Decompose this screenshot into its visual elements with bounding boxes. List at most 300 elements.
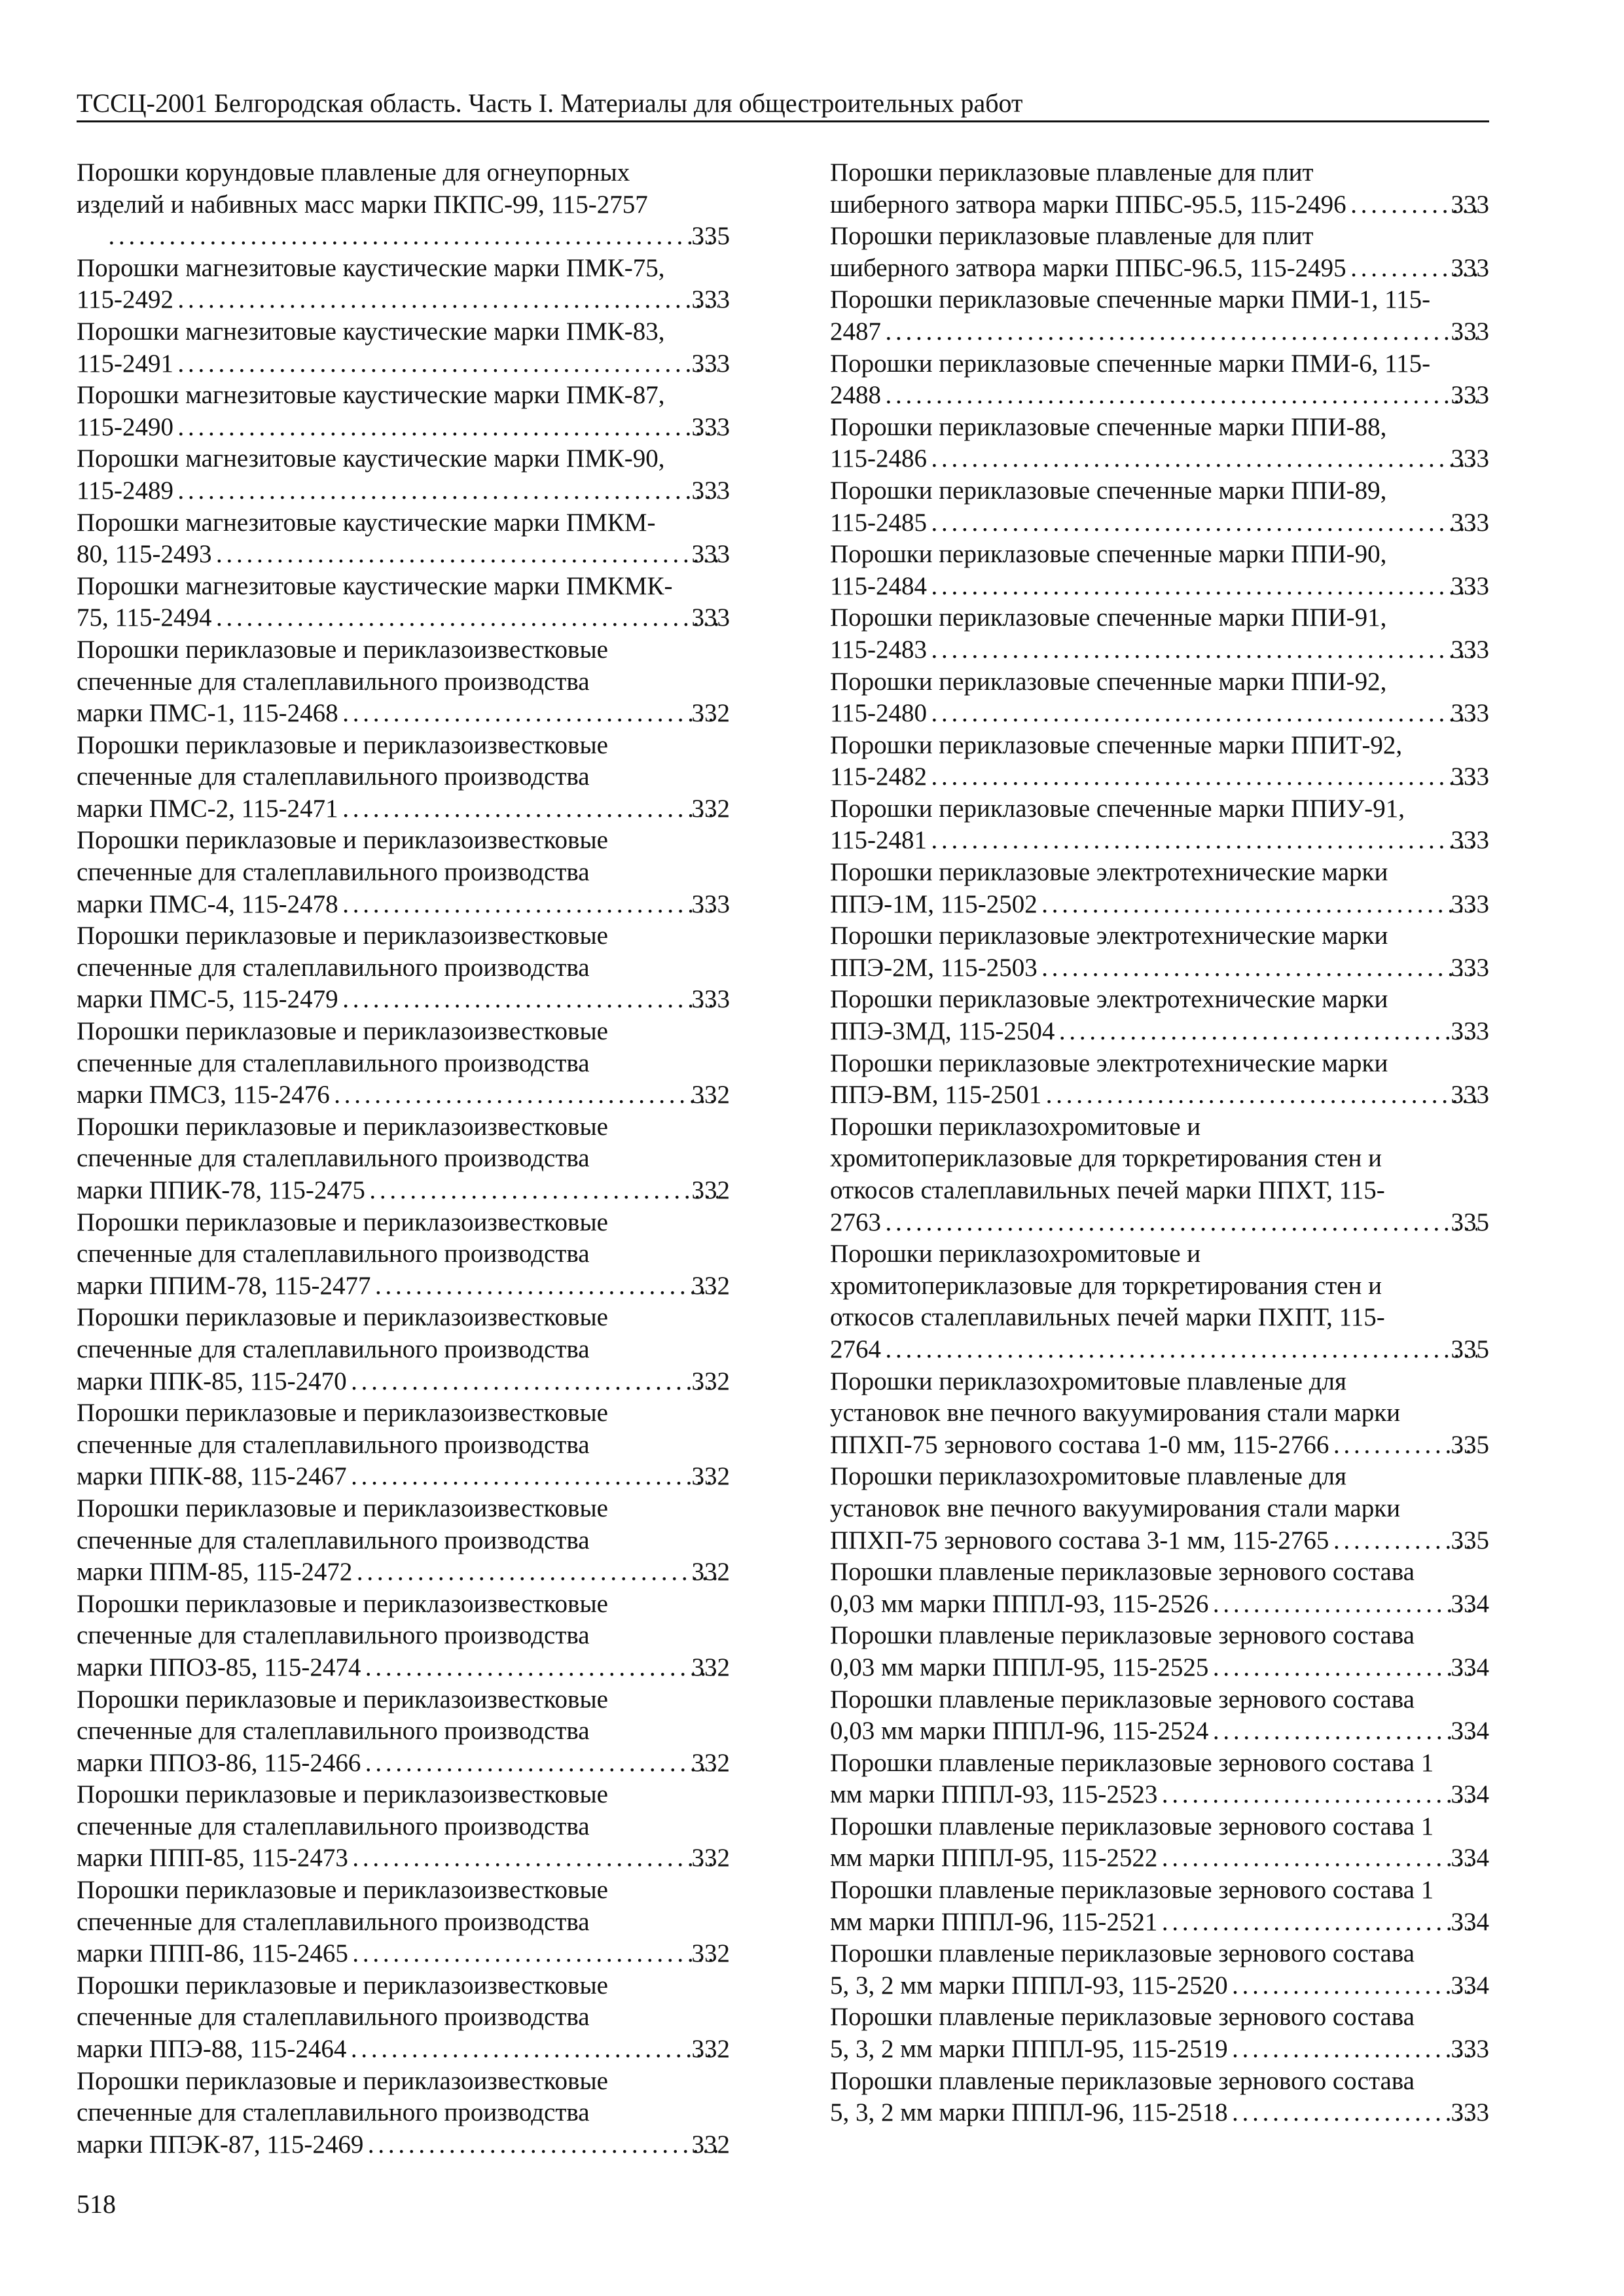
index-entry-code: марки ППК-88, 115-2467 xyxy=(77,1462,347,1491)
dot-leader xyxy=(928,443,1477,475)
index-entry-code: марки ППОЗ-85, 115-2474 xyxy=(77,1653,361,1681)
page-number: 518 xyxy=(77,2189,116,2219)
index-entry xyxy=(830,857,1489,920)
index-entry-reference-line xyxy=(830,507,1489,539)
index-entry-reference-line xyxy=(830,2034,1489,2066)
index-entry-page: 332 xyxy=(691,1748,730,1777)
index-entry-code: ППЭ-ВМ, 115-2501 xyxy=(830,1081,1042,1109)
index-entry xyxy=(830,1748,1489,1811)
index-entry xyxy=(830,1684,1489,1748)
index-entry-reference-line xyxy=(830,952,1489,984)
index-entry-line: установок вне печного вакуумирования стали марки xyxy=(830,1494,1401,1522)
index-entry-code: 2487 xyxy=(830,317,881,346)
index-entry-page: 333 xyxy=(1451,444,1489,473)
index-entry-line: Порошки периклазовые и периклазоизвестковые xyxy=(77,1112,608,1141)
running-header: ТССЦ-2001 Белгородская область. Часть I. Материалы для общестроительных работ xyxy=(77,88,1023,118)
index-entry-reference-line xyxy=(830,1429,1489,1462)
index-entry-line: спеченные для сталеплавильного производства xyxy=(77,667,590,696)
index-entry-line: Порошки периклазовые спеченные марки ППИ-88, xyxy=(830,412,1387,441)
index-entry xyxy=(77,1016,730,1111)
index-entry-page: 332 xyxy=(691,1176,730,1204)
dot-leader xyxy=(1229,1970,1477,2002)
index-entry-line: хромитопериклазовые для торкретирования стен и xyxy=(830,1144,1382,1173)
dot-leader xyxy=(1039,952,1477,984)
index-entry-code: ППЭ-2М, 115-2503 xyxy=(830,953,1038,982)
index-entry-page: 332 xyxy=(691,2035,730,2064)
index-entry-page: 334 xyxy=(1451,1589,1489,1618)
index-entry xyxy=(77,253,730,316)
index-entry-page: 333 xyxy=(691,603,730,632)
dot-leader xyxy=(928,507,1477,539)
index-entry xyxy=(77,730,730,825)
index-entry-reference-line xyxy=(830,1207,1489,1239)
index-entry-reference-line xyxy=(77,2129,730,2161)
dot-leader xyxy=(928,698,1477,730)
dot-leader xyxy=(928,825,1477,857)
index-entry xyxy=(830,221,1489,284)
dot-leader xyxy=(348,1366,718,1398)
index-entry-line: Порошки периклазовые электротехнические марки xyxy=(830,1049,1388,1077)
index-entry-line: Порошки периклазовые и периклазоизвестковые xyxy=(77,1494,608,1522)
index-entry-line: Порошки периклазовые и периклазоизвестковые xyxy=(77,1589,608,1618)
index-entry-reference-line xyxy=(77,1938,730,1970)
index-entry-code: 2488 xyxy=(830,381,881,410)
index-entry-line: спеченные для сталеплавильного производства xyxy=(77,953,590,982)
index-entry-code: 115-2481 xyxy=(830,826,928,855)
index-entry-page: 333 xyxy=(1451,1017,1489,1046)
index-entry xyxy=(77,1302,730,1397)
index-entry xyxy=(830,1620,1489,1683)
index-entry-code: марки ППИМ-78, 115-2477 xyxy=(77,1271,371,1300)
index-entry-line: Порошки периклазовые спеченные марки ППИТ-92, xyxy=(830,730,1403,759)
index-entry-code: 115-2484 xyxy=(830,571,928,600)
index-entry-reference-line xyxy=(77,1842,730,1874)
index-entry xyxy=(77,2066,730,2161)
dot-leader xyxy=(928,761,1477,793)
index-entry-code: марки ППЭ-88, 115-2464 xyxy=(77,2035,347,2064)
index-entry-code: марки ППП-85, 115-2473 xyxy=(77,1844,348,1873)
index-entry-line: откосов сталеплавильных печей марки ППХТ, 115- xyxy=(830,1176,1385,1204)
dot-leader xyxy=(353,1556,717,1588)
index-entry-line: Порошки периклазовые спеченные марки ППИ-89, xyxy=(830,476,1387,505)
index-entry-page: 332 xyxy=(691,1271,730,1300)
index-entry-code: марки ПМС-2, 115-2471 xyxy=(77,794,338,823)
index-entry-reference-line xyxy=(830,1079,1489,1111)
index-entry-reference-line xyxy=(830,2097,1489,2129)
index-entry-page: 332 xyxy=(691,1081,730,1109)
index-entry-code: 115-2482 xyxy=(830,762,928,791)
index-entry-page: 333 xyxy=(1451,317,1489,346)
index-entry xyxy=(830,348,1489,412)
index-entry-line: спеченные для сталеплавильного производства xyxy=(77,858,590,887)
index-entry-line: Порошки магнезитовые каустические марки ПМК-83, xyxy=(77,317,665,346)
dot-leader xyxy=(340,889,718,921)
index-entry-line: Порошки периклазовые спеченные марки ПМИ-1, 115- xyxy=(830,285,1431,314)
index-entry-page: 334 xyxy=(1451,1971,1489,2000)
dot-leader xyxy=(1159,1779,1477,1811)
dot-leader xyxy=(882,380,1477,412)
index-entry-reference-line xyxy=(77,1366,730,1398)
index-entry-reference-line xyxy=(830,380,1489,412)
index-entry-code: шиберного затвора марки ППБС-95.5, 115-2496 xyxy=(830,190,1346,219)
index-entry-page: 332 xyxy=(691,1939,730,1968)
index-entry-code: марки ППК-85, 115-2470 xyxy=(77,1367,347,1395)
index-entry xyxy=(77,380,730,443)
index-entry xyxy=(830,475,1489,539)
index-entry-line: Порошки магнезитовые каустические марки ПМК-87, xyxy=(77,381,665,410)
index-entry xyxy=(830,1111,1489,1238)
index-entry xyxy=(830,666,1489,730)
index-entry-reference-line xyxy=(830,698,1489,730)
index-entry xyxy=(77,157,730,253)
dot-leader xyxy=(350,1842,718,1874)
index-entry-line: Порошки периклазовые и периклазоизвестковые xyxy=(77,2066,608,2095)
dot-leader xyxy=(340,793,718,825)
index-entry-page: 333 xyxy=(691,540,730,569)
index-entry xyxy=(830,984,1489,1047)
index-entry-reference-line xyxy=(77,889,730,921)
index-entry-code: 2764 xyxy=(830,1335,881,1363)
index-entry xyxy=(830,412,1489,475)
index-entry-reference-line xyxy=(77,1652,730,1684)
dot-leader xyxy=(367,1175,718,1207)
dot-leader xyxy=(372,1270,718,1302)
index-entry-line: спеченные для сталеплавильного производства xyxy=(77,1526,590,1554)
index-entry-page: 334 xyxy=(1451,1844,1489,1873)
index-entry-line: Порошки периклазовые и периклазоизвестковые xyxy=(77,1685,608,1713)
index-entry-page: 332 xyxy=(691,1653,730,1681)
index-entry xyxy=(830,1366,1489,1462)
index-entry-line: спеченные для сталеплавильного производства xyxy=(77,2098,590,2127)
dot-leader xyxy=(1210,1588,1477,1621)
index-entry-line: Порошки плавленые периклазовые зернового состава xyxy=(830,1685,1415,1713)
index-entry-reference-line xyxy=(77,412,730,444)
index-entry-reference-line xyxy=(77,698,730,730)
index-entry-page: 333 xyxy=(1451,2035,1489,2064)
index-entry-code: марки ППП-86, 115-2465 xyxy=(77,1939,348,1968)
index-entry-reference-line xyxy=(77,1461,730,1493)
index-entry-reference-line xyxy=(830,1970,1489,2002)
index-entry-reference-line xyxy=(830,1907,1489,1939)
index-entry-page: 333 xyxy=(1451,1081,1489,1109)
index-entry-code: мм марки ПППЛ-93, 115-2523 xyxy=(830,1780,1158,1809)
index-entry-reference-line xyxy=(77,602,730,634)
index-entry-reference-line xyxy=(830,1588,1489,1621)
index-entry-line: Порошки корундовые плавленые для огнеупорных xyxy=(77,158,630,187)
index-entry-line: Порошки плавленые периклазовые зернового состава 1 xyxy=(830,1748,1434,1777)
index-entry-reference-line xyxy=(77,1175,730,1207)
index-entry-line: Порошки периклазовые и периклазоизвестковые xyxy=(77,1971,608,2000)
dot-leader xyxy=(882,1207,1477,1239)
index-entry-page: 333 xyxy=(1451,253,1489,282)
dot-leader xyxy=(1210,1652,1477,1684)
index-entry-reference-line xyxy=(830,1842,1489,1874)
index-entry-code: 80, 115-2493 xyxy=(77,540,212,569)
dot-leader xyxy=(105,221,718,253)
index-entry xyxy=(77,1874,730,1970)
index-entry-line: установок вне печного вакуумирования стали марки xyxy=(830,1399,1401,1427)
dot-leader xyxy=(928,571,1477,603)
index-entry-line: Порошки магнезитовые каустические марки ПМК-90, xyxy=(77,444,665,473)
index-entry-code: мм марки ПППЛ-95, 115-2522 xyxy=(830,1844,1158,1873)
index-entry-page: 332 xyxy=(691,1844,730,1873)
dot-leader xyxy=(882,316,1477,348)
index-entry-line: спеченные для сталеплавильного производства xyxy=(77,1621,590,1650)
index-entry-reference-line xyxy=(830,1715,1489,1748)
index-entry-reference-line xyxy=(830,316,1489,348)
index-entry-line: Порошки периклазовые электротехнические марки xyxy=(830,985,1388,1014)
index-entry-code: марки ППОЗ-86, 115-2466 xyxy=(77,1748,361,1777)
index-entry-reference-line xyxy=(830,1016,1489,1048)
dot-leader xyxy=(340,984,718,1016)
index-entry-code: 115-2480 xyxy=(830,699,928,728)
index-entry-line: спеченные для сталеплавильного производства xyxy=(77,2003,590,2032)
dot-leader xyxy=(348,2034,717,2066)
index-entry-reference-line xyxy=(77,348,730,380)
index-entry-page: 332 xyxy=(691,1558,730,1587)
index-entry-line: спеченные для сталеплавильного производства xyxy=(77,1907,590,1936)
dot-leader xyxy=(1159,1842,1477,1874)
index-entry-line: Порошки периклазовые спеченные марки ППИ-92, xyxy=(830,667,1387,696)
index-entry-reference-line xyxy=(830,1652,1489,1684)
index-entry-reference-line xyxy=(830,1334,1489,1366)
index-entry-line: Порошки плавленые периклазовые зернового состава 1 xyxy=(830,1812,1434,1840)
index-entry xyxy=(830,284,1489,348)
index-entry-line: Порошки плавленые периклазовые зернового состава xyxy=(830,2003,1415,2032)
index-entry-line: спеченные для сталеплавильного производства xyxy=(77,1049,590,1077)
index-entry-line: Порошки периклазовые плавленые для плит xyxy=(830,158,1314,187)
index-entry-reference-line xyxy=(77,793,730,825)
index-entry-line: Порошки плавленые периклазовые зернового состава xyxy=(830,1621,1415,1650)
index-entry-reference-line xyxy=(830,825,1489,857)
index-entry xyxy=(77,825,730,920)
index-entry-code: ППХП-75 зернового состава 1-0 мм, 115-2766 xyxy=(830,1430,1329,1459)
index-entry-page: 334 xyxy=(1451,1780,1489,1809)
dot-leader xyxy=(175,284,717,316)
index-entry-page: 335 xyxy=(1451,1526,1489,1554)
dot-leader xyxy=(213,539,718,571)
header-rule xyxy=(77,120,1489,122)
index-entry-line: Порошки периклазовые и периклазоизвестковые xyxy=(77,1017,608,1046)
index-entry-reference-line xyxy=(830,571,1489,603)
index-entry-code: 115-2489 xyxy=(77,476,174,505)
index-entry xyxy=(77,1970,730,2066)
index-entry-page: 333 xyxy=(1451,953,1489,982)
dot-leader xyxy=(362,1652,717,1684)
index-entry-page: 332 xyxy=(691,699,730,728)
index-entry xyxy=(830,1461,1489,1556)
dot-leader xyxy=(340,698,718,730)
dot-leader xyxy=(1159,1907,1477,1939)
index-entry-line: Порошки периклазовые электротехнические марки xyxy=(830,858,1388,887)
index-entry-line: хромитопериклазовые для торкретирования стен и xyxy=(830,1271,1382,1300)
index-entry-line: Порошки периклазовые спеченные марки ППИУ-91, xyxy=(830,794,1405,823)
index-entry-line: Порошки периклазовые спеченные марки ПМИ-6, 115- xyxy=(830,349,1431,378)
index-entry-line: Порошки периклазовые и периклазоизвестковые xyxy=(77,1780,608,1809)
index-entry-code: марки ППЭК-87, 115-2469 xyxy=(77,2130,364,2159)
index-entry-reference-line xyxy=(830,889,1489,921)
index-entry-page: 333 xyxy=(1451,381,1489,410)
index-entry-reference-line xyxy=(77,1556,730,1588)
index-entry-code: марки ПМС-4, 115-2478 xyxy=(77,889,338,918)
index-entry-reference-line xyxy=(830,189,1489,221)
index-column-left xyxy=(77,157,730,2161)
index-entry xyxy=(830,2001,1489,2065)
index-entry-line: Порошки периклазовые и периклазоизвестковые xyxy=(77,826,608,855)
index-entry-code: ППЭ-3МД, 115-2504 xyxy=(830,1017,1055,1046)
index-entry-line: Порошки периклазохромитовые плавленые для xyxy=(830,1462,1346,1491)
index-entry-reference-line xyxy=(830,634,1489,666)
index-entry-reference-line xyxy=(77,539,730,571)
index-entry xyxy=(77,316,730,380)
index-entry-code: 115-2490 xyxy=(77,412,174,441)
index-entry-line: Порошки магнезитовые каустические марки ПМК-75, xyxy=(77,253,665,282)
index-entry-code: 115-2483 xyxy=(830,635,928,664)
index-entry-page: 335 xyxy=(691,222,730,251)
index-entry-line: Порошки магнезитовые каустические марки ПМКМК- xyxy=(77,571,673,600)
index-entry-reference-line xyxy=(77,2034,730,2066)
index-entry-page: 332 xyxy=(691,1367,730,1395)
index-entry xyxy=(830,1238,1489,1365)
index-entry-page: 333 xyxy=(1451,889,1489,918)
index-entry-line: Порошки магнезитовые каустические марки ПМКМ- xyxy=(77,508,656,537)
index-entry-line: Порошки периклазовые и периклазоизвестковые xyxy=(77,922,608,950)
index-entry-page: 333 xyxy=(1451,826,1489,855)
index-entry-line: Порошки плавленые периклазовые зернового состава xyxy=(830,1558,1415,1587)
index-entry-page: 333 xyxy=(691,476,730,505)
index-entry xyxy=(77,1588,730,1684)
index-entry-code: 5, 3, 2 мм марки ПППЛ-96, 115-2518 xyxy=(830,2098,1228,2127)
index-entry-line: Порошки периклазовые и периклазоизвестковые xyxy=(77,1303,608,1332)
dot-leader xyxy=(348,1461,718,1493)
index-entry-line: спеченные для сталеплавильного производства xyxy=(77,762,590,791)
index-entry-code: 115-2491 xyxy=(77,349,174,378)
dot-leader xyxy=(365,2129,717,2161)
index-entry-line: Порошки периклазовые и периклазоизвестковые xyxy=(77,1208,608,1236)
dot-leader xyxy=(928,634,1477,666)
index-entry-page: 335 xyxy=(1451,1430,1489,1459)
dot-leader xyxy=(1056,1016,1477,1048)
dot-leader xyxy=(350,1938,718,1970)
index-entry xyxy=(77,1397,730,1493)
index-entry-page: 334 xyxy=(1451,1907,1489,1936)
index-entry xyxy=(77,1493,730,1588)
index-entry xyxy=(77,634,730,730)
index-entry-line: Порошки плавленые периклазовые зернового состава xyxy=(830,1939,1415,1968)
index-entry-page: 333 xyxy=(691,349,730,378)
index-entry-page: 335 xyxy=(1451,1335,1489,1363)
index-entry xyxy=(77,920,730,1016)
index-entry-code: 75, 115-2494 xyxy=(77,603,212,632)
index-entry-page: 333 xyxy=(1451,635,1489,664)
index-entry-page: 333 xyxy=(1451,508,1489,537)
index-entry-line: спеченные для сталеплавильного производства xyxy=(77,1812,590,1840)
index-entry xyxy=(830,602,1489,666)
index-entry-reference-line xyxy=(77,1748,730,1780)
index-entry-page: 333 xyxy=(691,889,730,918)
index-entry xyxy=(77,1684,730,1780)
index-entry-page: 335 xyxy=(1451,1208,1489,1236)
index-entry-line: Порошки периклазовые спеченные марки ППИ-90, xyxy=(830,540,1387,569)
index-entry xyxy=(830,2066,1489,2129)
index-entry-code: марки ППМ-85, 115-2472 xyxy=(77,1558,353,1587)
index-entry xyxy=(830,157,1489,221)
index-entry-code: мм марки ПППЛ-96, 115-2521 xyxy=(830,1907,1158,1936)
index-entry-code: 115-2486 xyxy=(830,444,928,473)
index-entry-reference-line xyxy=(77,475,730,507)
dot-leader xyxy=(331,1079,718,1111)
index-entry-line: спеченные для сталеплавильного производства xyxy=(77,1430,590,1459)
index-entry-code: марки ПМС-5, 115-2479 xyxy=(77,985,338,1014)
dot-leader xyxy=(362,1748,717,1780)
index-entry xyxy=(830,920,1489,984)
dot-leader xyxy=(175,348,717,380)
index-entry-line: Порошки периклазовые и периклазоизвестковые xyxy=(77,635,608,664)
index-entry-code: шиберного затвора марки ППБС-96.5, 115-2495 xyxy=(830,253,1346,282)
index-entry-page: 332 xyxy=(691,1462,730,1491)
index-entry-code: марки ППИК-78, 115-2475 xyxy=(77,1176,365,1204)
index-entry xyxy=(830,1938,1489,2001)
dot-leader xyxy=(1229,2097,1477,2129)
index-entry-line: Порошки периклазохромитовые и xyxy=(830,1240,1201,1268)
index-entry-page: 333 xyxy=(691,985,730,1014)
index-entry-line: спеченные для сталеплавильного производства xyxy=(77,1144,590,1173)
index-entry-line: спеченные для сталеплавильного производства xyxy=(77,1335,590,1363)
index-entry xyxy=(830,730,1489,793)
index-entry-code: ППЭ-1М, 115-2502 xyxy=(830,889,1038,918)
index-entry-page: 332 xyxy=(691,794,730,823)
index-entry xyxy=(77,443,730,507)
index-entry-code: марки ПМС-1, 115-2468 xyxy=(77,699,338,728)
index-entry-page: 334 xyxy=(1451,1717,1489,1746)
index-entry-page: 332 xyxy=(691,2130,730,2159)
index-entry-reference-line xyxy=(104,221,730,253)
index-entry-reference-line xyxy=(830,253,1489,285)
index-entry-line: Порошки периклазовые и периклазоизвестковые xyxy=(77,1399,608,1427)
index-entry xyxy=(77,507,730,571)
dot-leader xyxy=(1043,1079,1477,1111)
index-entry-code: 5, 3, 2 мм марки ПППЛ-93, 115-2520 xyxy=(830,1971,1228,2000)
index-entry-reference-line xyxy=(77,284,730,316)
index-entry-page: 333 xyxy=(1451,190,1489,219)
index-entry-reference-line xyxy=(830,761,1489,793)
index-entry xyxy=(77,1779,730,1874)
index-entry-page: 333 xyxy=(691,412,730,441)
index-entry-page: 333 xyxy=(1451,762,1489,791)
index-entry-line: спеченные для сталеплавильного производства xyxy=(77,1240,590,1268)
index-entry xyxy=(830,1874,1489,1938)
index-entry-line: Порошки периклазовые и периклазоизвестковые xyxy=(77,730,608,759)
index-entry-line: Порошки периклазохромитовые и xyxy=(830,1112,1201,1141)
index-entry-line: Порошки плавленые периклазовые зернового состава 1 xyxy=(830,1876,1434,1905)
index-entry-reference-line xyxy=(77,984,730,1016)
index-entry-page: 333 xyxy=(691,285,730,314)
index-entry xyxy=(830,1048,1489,1111)
index-entry-reference-line xyxy=(830,1525,1489,1557)
index-entry xyxy=(77,1111,730,1207)
index-entry-code: марки ПМСЗ, 115-2476 xyxy=(77,1081,330,1109)
index-entry-code: ППХП-75 зернового состава 3-1 мм, 115-2765 xyxy=(830,1526,1329,1554)
index-entry xyxy=(77,571,730,634)
index-entry xyxy=(77,1207,730,1302)
index-entry-page: 333 xyxy=(1451,2098,1489,2127)
index-entry-line: изделий и набивных масс марки ПКПС-99, 115-2757 xyxy=(77,190,648,219)
dot-leader xyxy=(882,1334,1477,1366)
dot-leader xyxy=(175,412,717,444)
dot-leader xyxy=(1210,1715,1477,1748)
dot-leader xyxy=(213,602,718,634)
index-entry-line: Порошки периклазовые электротехнические марки xyxy=(830,922,1388,950)
